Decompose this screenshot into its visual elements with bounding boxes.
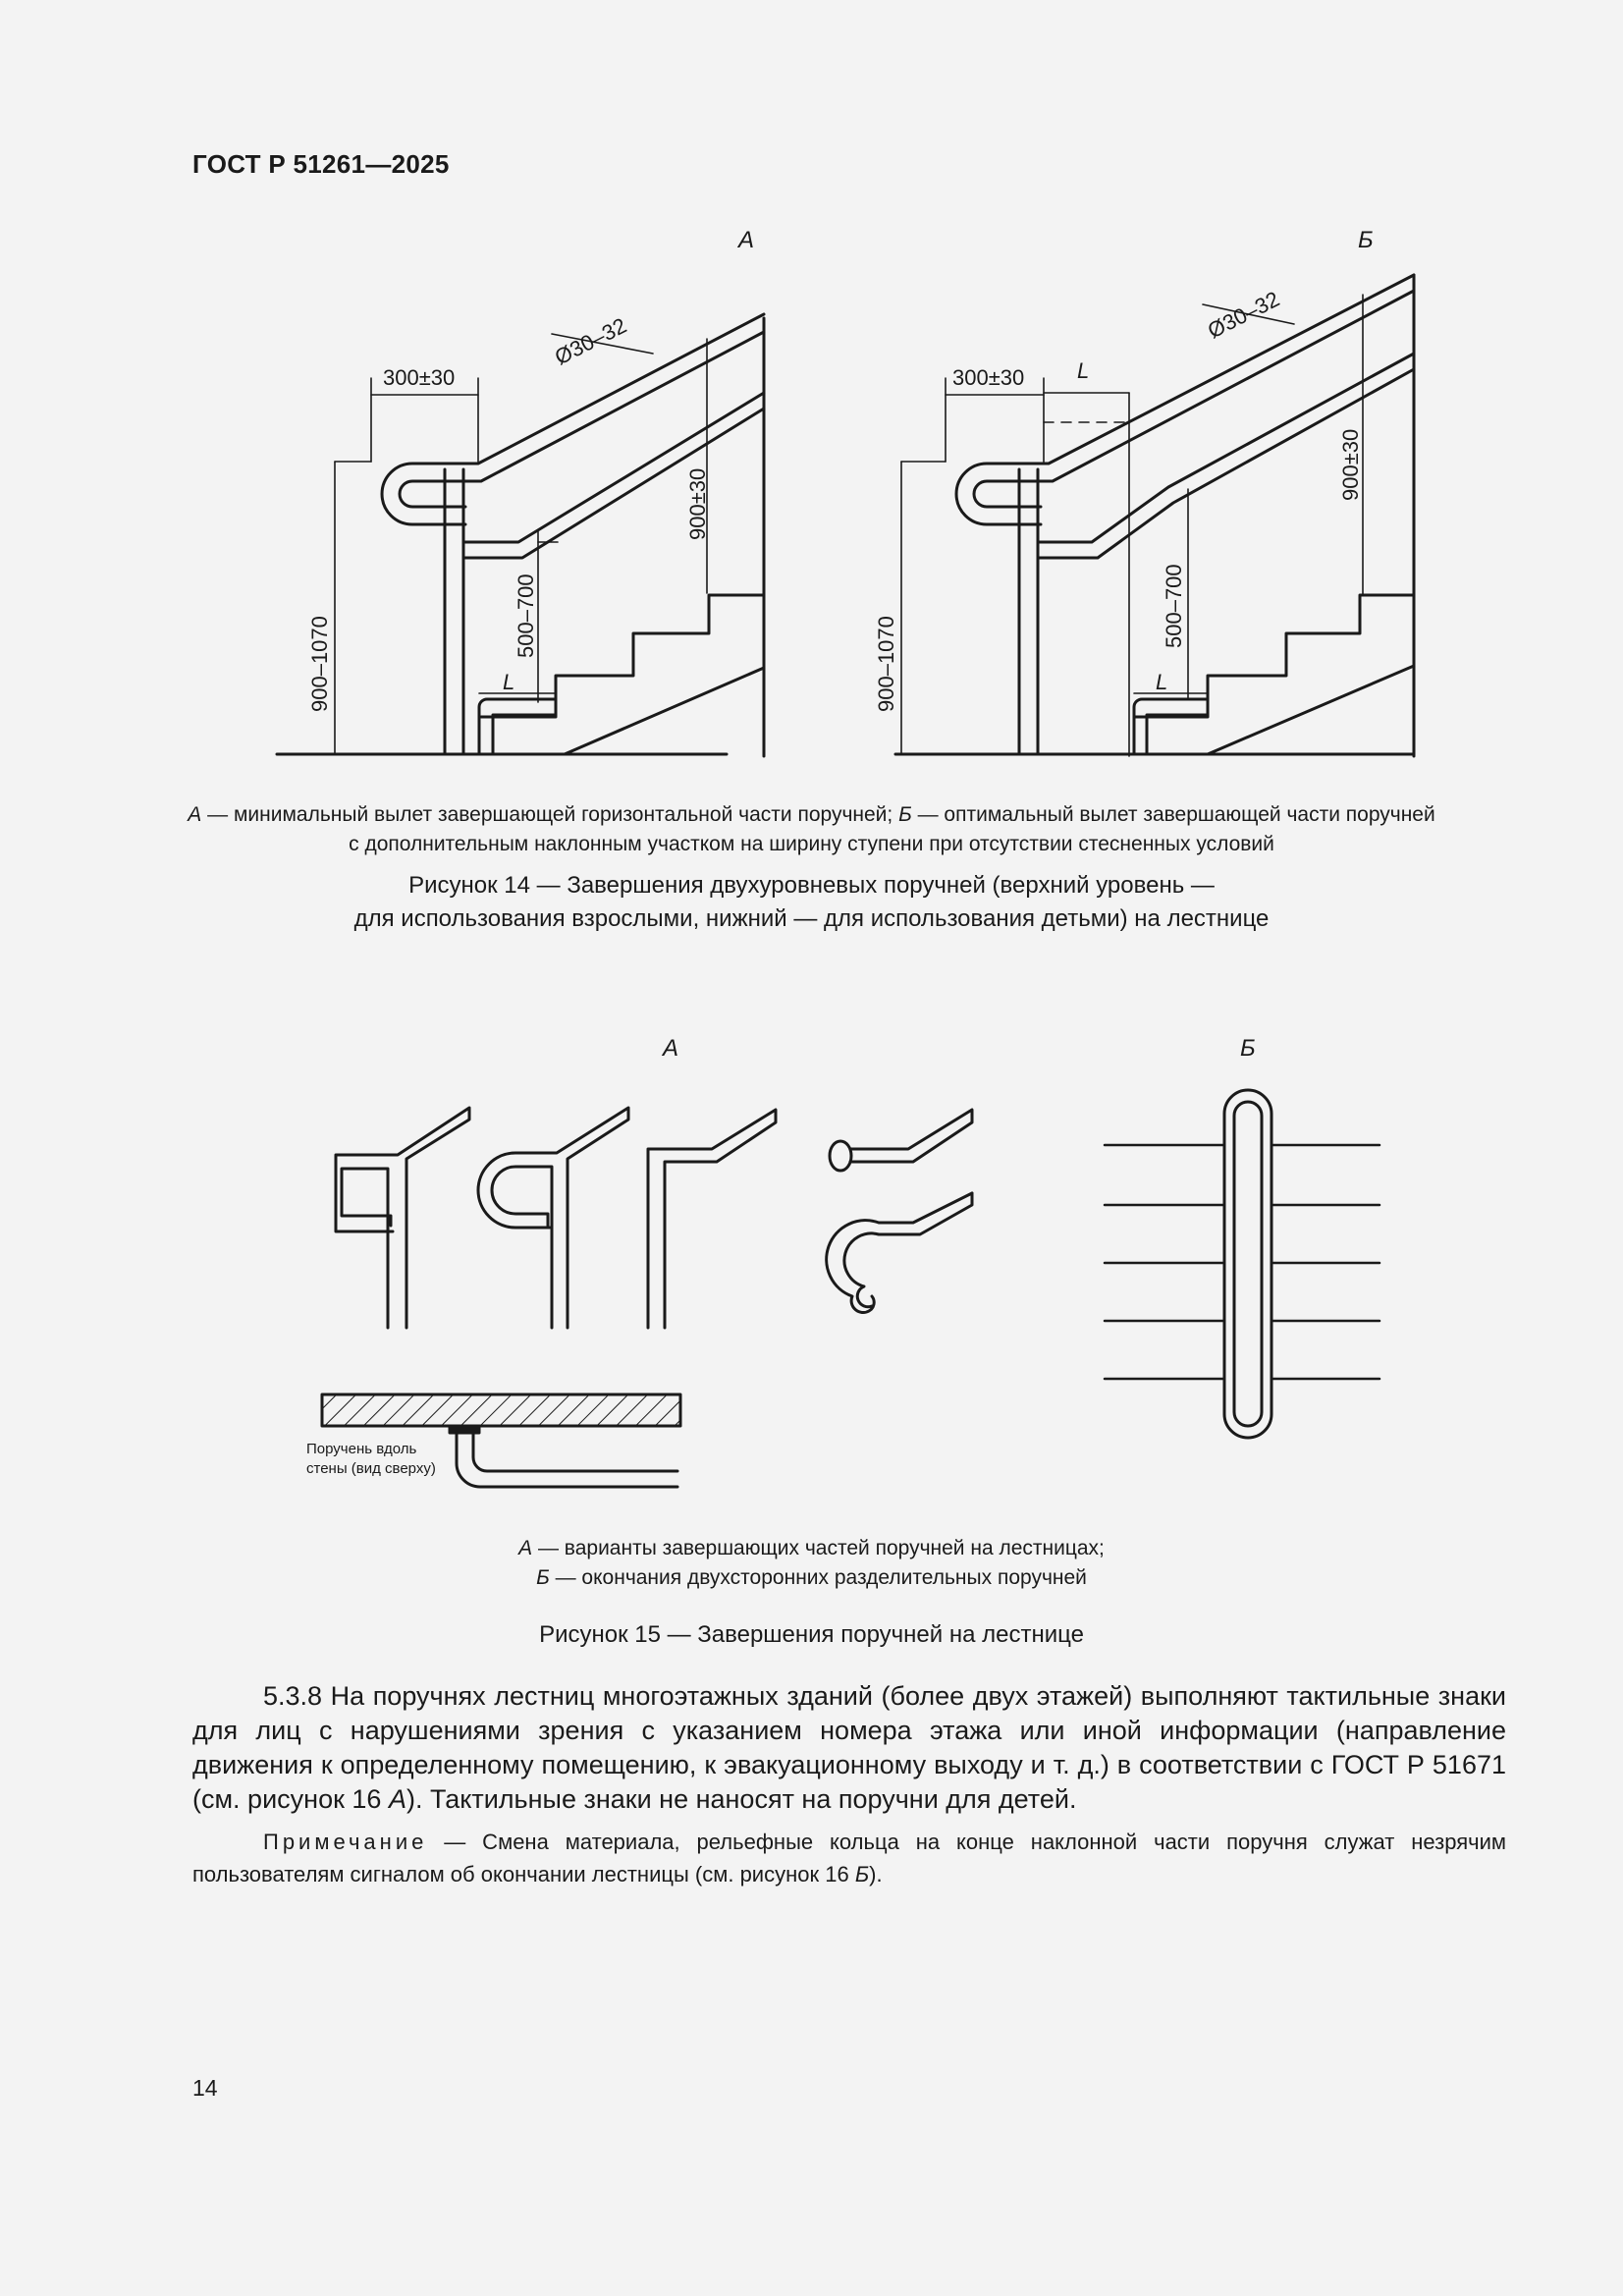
dim-upper-height-b: 900±30 [1338, 428, 1363, 501]
dim-upper-height-a: 900±30 [685, 467, 710, 540]
dim-length-b-top: L [1077, 358, 1090, 383]
figure-15-title: Рисунок 15 — Завершения поручней на лестнице [539, 1621, 1084, 1648]
figure-15b-divider-handrail [1105, 1090, 1380, 1438]
figure-14b-label: Б [1358, 227, 1374, 253]
wall-note-line1: Поручень вдоль [306, 1441, 417, 1457]
figure-15a-label: А [663, 1035, 679, 1062]
termination-square-loop [336, 1108, 469, 1328]
dim-diameter-b: Ø30–32 [1203, 286, 1284, 344]
section-5-3-8-paragraph: 5.3.8 На поручнях лестниц многоэтажных зданий (более двух этажей) выполняют тактильные знаки для лиц с нарушениями зрения с указанием номера этажа или иной информации (направление движения к определенному помещению, к эвакуационному выходу и т. д.) в соответствии с ГОСТ Р 51671 (см. рисунок 16 А). Тактильные знаки не наносят на поручни для детей. [192, 1681, 1506, 1814]
dim-width-a: 300±30 [383, 365, 456, 390]
figure-14a-label: А [738, 227, 755, 253]
figure-14b-drawing [895, 275, 1414, 756]
dim-total-height-b: 900–1070 [874, 616, 898, 712]
termination-knob [830, 1110, 972, 1171]
termination-straight [648, 1110, 776, 1328]
wall-note-line2: стены (вид сверху) [306, 1460, 436, 1477]
figure-14-caption: А — минимальный вылет завершающей горизонтальной части поручней; Б — оптимальный вылет завершающей части поручней с дополнительным наклонным участком на ширину ступени при отсутствии стесненных условий [188, 803, 1435, 855]
dim-lower-range-a: 500–700 [514, 574, 538, 658]
termination-hook [827, 1193, 972, 1313]
dim-width-b: 300±30 [952, 365, 1025, 390]
figure-15-caption: А — варианты завершающих частей поручней на лестницах; Б — окончания двухсторонних разделительных поручней [518, 1537, 1105, 1589]
section-note: Примечание — Смена материала, рельефные кольца на конце наклонной части поручня служат незрячим пользователям сигналом об окончании лестницы (см. рисунок 16 Б). [192, 1830, 1506, 1886]
dim-length-b: L [1156, 670, 1168, 694]
figure-15b-label: Б [1240, 1035, 1256, 1062]
dim-total-height-a: 900–1070 [307, 616, 332, 712]
termination-rounded-loop [478, 1108, 628, 1328]
figure-15-drawing [295, 1026, 1414, 1498]
page-number: 14 [192, 2075, 218, 2101]
document-header: ГОСТ Р 51261—2025 [192, 149, 450, 179]
figure-14-title: Рисунок 14 — Завершения двухуровневых поручней (верхний уровень — для использования взрослыми, нижний — для использования детьми) на лестнице [353, 872, 1270, 932]
dim-length-a: L [503, 670, 515, 694]
figure-14-drawing [265, 221, 1443, 771]
dim-lower-range-b: 500–700 [1162, 564, 1186, 648]
dim-diameter-a: Ø30–32 [550, 312, 631, 370]
